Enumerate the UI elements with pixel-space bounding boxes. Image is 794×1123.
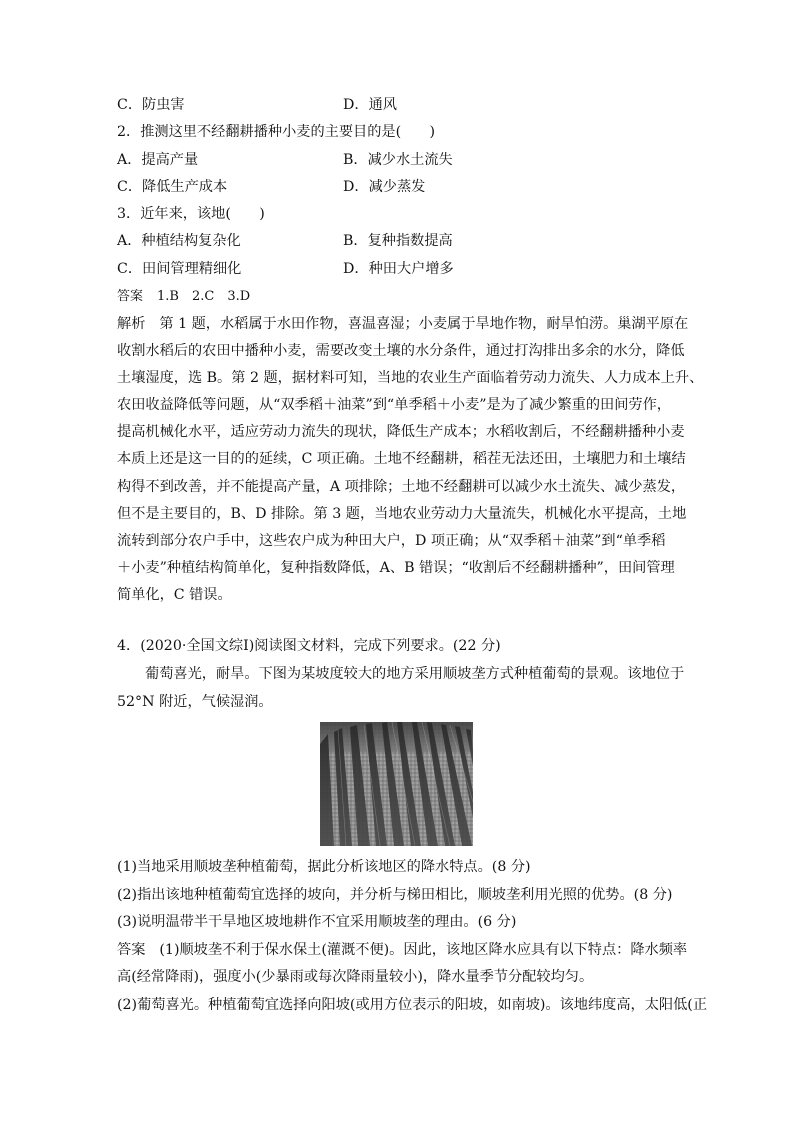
analysis-line-5: 提高机械化水平，适应劳动力流失的现状，降低生产成本；水稻收割后，不经翻耕播种小麦 (117, 424, 685, 440)
answer4-line-3: (2)葡萄喜光。种植葡萄宜选择向阳坡(或用方位表示的阳坡，如南坡)。该地纬度高，太阳低(正 (117, 997, 708, 1013)
q4-stem: 4．(2020·全国文综Ⅰ)阅读图文材料，完成下列要求。(22 分) (117, 638, 501, 654)
q1-option-c: C．防虫害 (117, 97, 185, 113)
q3-option-d: D．种田大户增多 (343, 261, 454, 277)
q4-sub2: (2)指出该地种植葡萄宜选择的坡向，并分析与梯田相比，顺坡垄利用光照的优势。(8 分) (117, 887, 673, 903)
analysis-line-2: 收割水稻后的农田中播种小麦，需要改变土壤的水分条件，通过打沟排出多余的水分，降低 (117, 343, 685, 359)
q3-option-c: C．田间管理精细化 (117, 261, 242, 277)
q3-stem: 3．近年来，该地( ) (117, 206, 265, 222)
q4-material-line-1: 葡萄喜光，耐旱。下图为某坡度较大的地方采用顺坡垄方式种植葡萄的景观。该地位于 (145, 666, 685, 682)
q3-option-a: A．种植结构复杂化 (117, 233, 241, 249)
answer-text: 1.B 2.C 3.D (157, 289, 251, 304)
analysis-label: 解析 (117, 316, 146, 332)
analysis-line-6: 本质上还是这一目的的延续，C 项正确。土地不经翻耕，稻茬无法还田，土壤肥力和土壤结 (117, 451, 686, 467)
q2-stem: 2．推测这里不经翻耕播种小麦的主要目的是( ) (117, 124, 436, 140)
analysis-line-10: ＋小麦”种植结构简单化，复种指数降低，A、B 错误；“收割后不经翻耕播种”，田间管理 (117, 560, 675, 576)
q3-option-b: B．复种指数提高 (343, 233, 453, 249)
vineyard-photo (320, 722, 473, 846)
analysis-text: 第 1 题，水稻属于水田作物，喜温喜湿；小麦属于旱地作物，耐旱怕涝。巢湖平原在 (159, 316, 689, 332)
q4-sub1: (1)当地采用顺坡垄种植葡萄，据此分析该地区的降水特点。(8 分) (117, 859, 531, 875)
analysis-line-1 (117, 314, 688, 334)
q4-material-line-2: 52°N 附近，气候湿润。 (117, 694, 273, 710)
q2-option-b: B．减少水土流失 (343, 152, 453, 168)
q4-sub3: (3)说明温带半干旱地区坡地耕作不宜采用顺坡垄的理由。(6 分) (117, 914, 517, 930)
answer-row (117, 287, 250, 307)
analysis-line-9: 流转到部分农户手中，这些农户成为种田大户，D 项正确；从“双季稻＋油菜”到“单季稻 (117, 533, 666, 549)
answer4-label: 答案 (117, 942, 146, 958)
q2-option-c: C．降低生产成本 (117, 179, 228, 195)
q1-option-d: D．通风 (343, 97, 397, 113)
analysis-line-3: 土壤湿度，选 B。第 2 题，据材料可知，当地的农业生产面临着劳动力流失、人力成本上升、 (117, 370, 704, 386)
analysis-line-7: 构得不到改善，并不能提高产量，A 项排除；土地不经翻耕可以减少水土流失、减少蒸发， (117, 479, 686, 495)
answer4-line-2: 高(经常降雨)，强度小(少暴雨或每次降雨量较小)，降水量季节分配较均匀。 (117, 969, 594, 985)
q2-option-a: A．提高产量 (117, 152, 199, 168)
q2-option-d: D．减少蒸发 (343, 179, 426, 195)
analysis-line-11: 简单化，C 错误。 (117, 587, 232, 603)
answer4-line-1 (117, 940, 687, 960)
analysis-line-4: 农田收益降低等问题，从“双季稻＋油菜”到“单季稻＋小麦”是为了减少繁重的田间劳作， (117, 397, 671, 413)
analysis-line-8: 但不是主要目的，B、D 排除。第 3 题，当地农业劳动力大量流失，机械化水平提高，土地 (117, 506, 687, 522)
answer-label: 答案 (117, 289, 144, 304)
answer4-text-1: (1)顺坡垄不利于保水保土(灌溉不便)。因此，该地区降水应具有以下特点：降水频率 (159, 942, 688, 958)
